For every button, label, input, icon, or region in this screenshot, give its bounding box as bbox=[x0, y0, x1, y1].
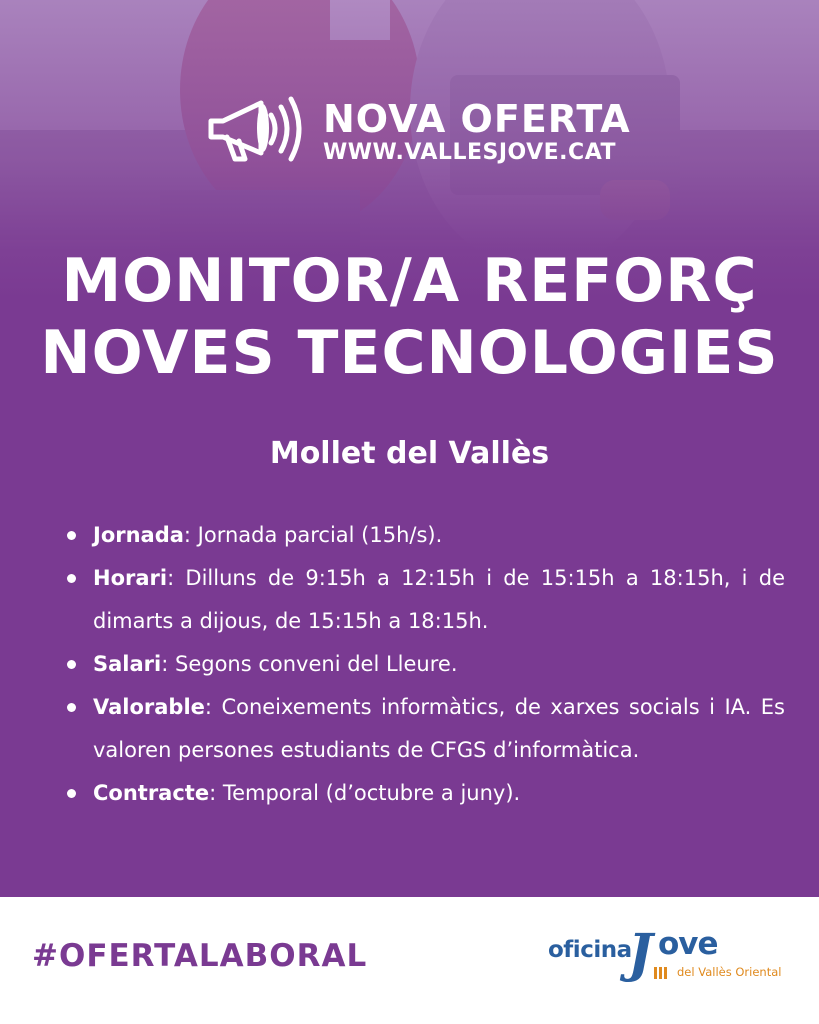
logo-word-oficina: oficina bbox=[548, 937, 632, 963]
oficina-jove-logo bbox=[548, 923, 798, 993]
job-location: Mollet del Vallès bbox=[269, 436, 550, 471]
detail-text: : Temporal (d’octubre a juny). bbox=[209, 781, 521, 805]
detail-label: Salari bbox=[93, 652, 162, 676]
job-title-line-2: NOVES TECNOLOGIES bbox=[40, 318, 779, 388]
bullet-icon bbox=[67, 660, 76, 669]
detail-label: Contracte bbox=[93, 781, 210, 805]
detail-item-jornada bbox=[63, 514, 785, 557]
bullet-icon bbox=[67, 789, 76, 798]
detail-item-contracte bbox=[63, 772, 785, 815]
logo-word-ove: ove bbox=[658, 926, 718, 962]
detail-item-valorable bbox=[63, 686, 785, 772]
logo-letter-j: J bbox=[628, 923, 653, 984]
detail-label: Jornada bbox=[93, 523, 184, 547]
detail-text: : Segons conveni del Lleure. bbox=[161, 652, 458, 676]
offer-header bbox=[205, 95, 631, 175]
logo-bars-icon bbox=[654, 967, 674, 979]
bullet-icon bbox=[67, 703, 76, 712]
job-title-line-1: MONITOR/A REFORÇ bbox=[61, 246, 758, 316]
detail-label: Horari bbox=[93, 566, 168, 590]
bullet-icon bbox=[67, 574, 76, 583]
website-link[interactable]: WWW.VALLESJOVE.CAT bbox=[323, 140, 617, 165]
bullet-icon bbox=[67, 531, 76, 540]
footer bbox=[0, 897, 819, 1024]
detail-item-salari bbox=[63, 643, 785, 686]
logo-subtitle: del Vallès Oriental bbox=[677, 965, 782, 979]
detail-text: : Coneixements informàtics, de xarxes socials i IA. Es valoren persones estudiants de CFGS d’informàtica. bbox=[93, 695, 785, 762]
detail-item-horari bbox=[63, 557, 785, 643]
detail-text: : Jornada parcial (15h/s). bbox=[183, 523, 443, 547]
detail-text: : Dilluns de 9:15h a 12:15h i de 15:15h a 18:15h, i de dimarts a dijous, de 15:15h a 18:15h. bbox=[93, 566, 785, 633]
megaphone-icon bbox=[205, 95, 309, 167]
offer-heading: NOVA OFERTA bbox=[323, 97, 631, 141]
detail-label: Valorable bbox=[93, 695, 205, 719]
job-details-list bbox=[63, 514, 785, 815]
hashtag[interactable]: #OFERTALABORAL bbox=[32, 938, 368, 974]
